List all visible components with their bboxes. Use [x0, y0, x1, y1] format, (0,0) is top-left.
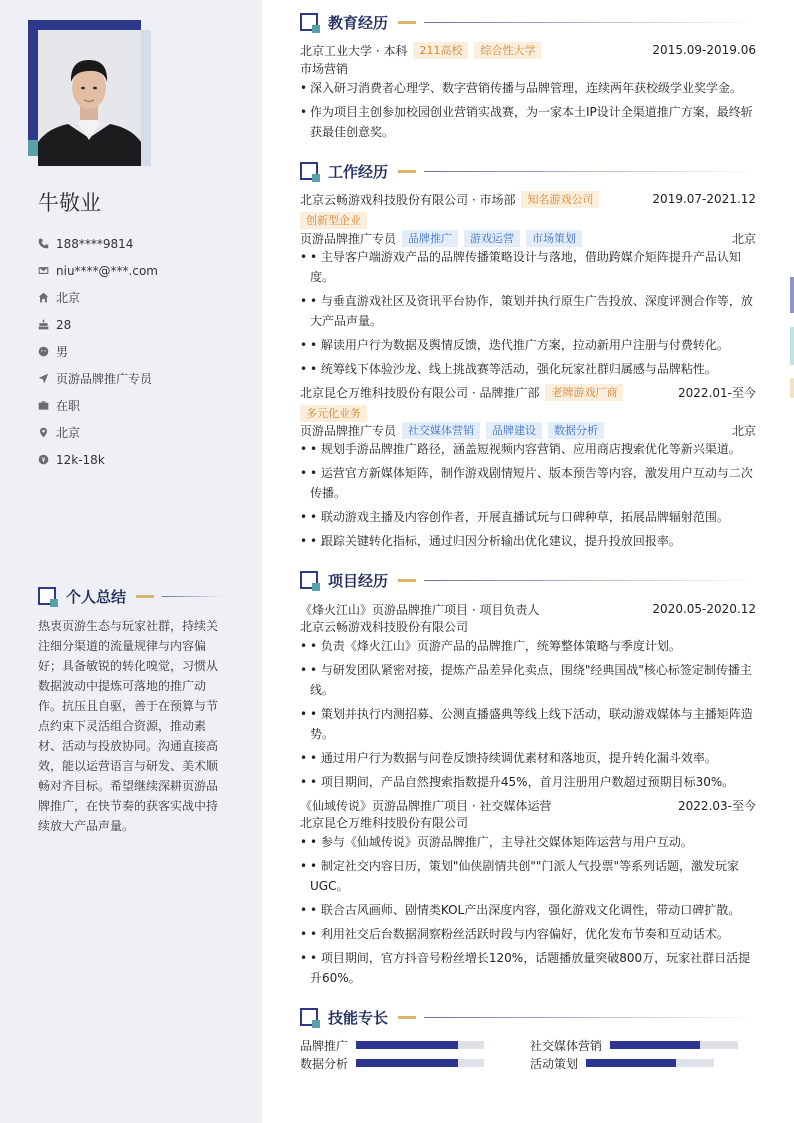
- skill-item: [530, 1054, 714, 1072]
- job-bullet: • • 运营官方新媒体矩阵，制作游戏剧情短片、版本预告等内容，激发用户互动与二次传播。: [300, 463, 756, 503]
- briefcase-icon: [38, 400, 56, 411]
- skill-bar-fill: [356, 1041, 458, 1049]
- section-square-icon: [300, 1008, 318, 1026]
- project-date: 2020.05-2020.12: [652, 602, 756, 616]
- info-age: [38, 311, 158, 338]
- info-value: 页游品牌推广专员: [56, 372, 153, 386]
- job-bullet: • • 跟踪关键转化指标，通过归因分析输出优化建议，提升投放回报率。: [300, 531, 756, 551]
- cake-icon: [38, 319, 56, 330]
- project-header-row: [300, 796, 756, 814]
- project-name: 《仙域传说》页游品牌推广项目 · 社交媒体运营: [300, 798, 552, 813]
- skill-bar-fill: [586, 1059, 676, 1067]
- job-role-row: [300, 421, 756, 439]
- skill-name: 活动策划: [530, 1056, 579, 1071]
- send-icon: [38, 373, 56, 384]
- section-square-icon: [300, 13, 318, 31]
- job-date: 2019.07-2021.12: [652, 192, 756, 206]
- divider: [424, 580, 756, 581]
- project-bullet: • • 负责《烽火江山》页游产品的品牌推广，统筹整体策略与季度计划。: [300, 636, 756, 656]
- job-bullet: • • 主导客户端游戏产品的品牌传播策略设计与落地，借助跨媒介矩阵提升产品认知度。: [300, 247, 756, 287]
- divider: [424, 171, 756, 172]
- summary-title: 个人总结: [66, 587, 127, 606]
- project-name: 《烽火江山》页游品牌推广项目 · 项目负责人: [300, 602, 540, 617]
- location-icon: [38, 427, 56, 438]
- education-bullet: • 作为项目主创参加校园创业营销实战赛，为一家本土IP设计全渠道推广方案，最终斩获最佳创意奖。: [300, 102, 756, 142]
- company-tag: 知名游戏公司: [521, 191, 599, 208]
- skill-name: 数据分析: [300, 1056, 349, 1071]
- avatar: [38, 30, 141, 166]
- skill-item: [530, 1036, 738, 1054]
- education-bullet: • 深入研习消费者心理学、数字营销传播与品牌管理，连续两年获校级学业奖学金。: [300, 78, 756, 98]
- project-company: 北京昆仑万维科技股份有限公司: [300, 816, 469, 830]
- company-tag: 多元化业务: [300, 405, 367, 422]
- job-tag-row: [300, 211, 756, 229]
- info-location: [38, 419, 158, 446]
- info-position: [38, 365, 158, 392]
- project-bullet: • • 参与《仙域传说》页游品牌推广，主导社交媒体矩阵运营与用户互动。: [300, 832, 756, 852]
- skill-tag: 品牌推广: [402, 230, 458, 247]
- salary-icon: [38, 454, 56, 465]
- skill-bar: [586, 1059, 714, 1067]
- project-bullet: • • 项目期间，官方抖音号粉丝增长120%，话题播放量突破800万，玩家社群日活提升60%。: [300, 948, 756, 988]
- project-date: 2022.03-至今: [678, 798, 756, 813]
- divider: [424, 1017, 756, 1018]
- company-name: 北京云畅游戏科技股份有限公司 · 市场部: [300, 192, 516, 207]
- info-status: [38, 392, 158, 419]
- phone-icon: [38, 238, 56, 249]
- section-square-icon: [300, 162, 318, 180]
- skills-section-header: [300, 1007, 756, 1027]
- divider: [398, 21, 416, 24]
- info-phone: [38, 230, 158, 257]
- gender-icon: [38, 346, 56, 357]
- info-value: 28: [56, 317, 72, 332]
- work-title: 工作经历: [328, 162, 389, 181]
- job-bullet: • • 解读用户行为数据及舆情反馈，迭代推广方案，拉动新用户注册与付费转化。: [300, 335, 756, 355]
- project-bullet: • • 策划并执行内测招募、公测直播盛典等线上线下活动，联动游戏媒体与主播矩阵造势。: [300, 704, 756, 744]
- project-header-row: [300, 600, 756, 618]
- divider: [398, 1016, 416, 1019]
- sidebar: [0, 0, 262, 1123]
- skill-bar: [356, 1059, 484, 1067]
- school-tag: 综合性大学: [474, 42, 541, 59]
- info-email: [38, 257, 158, 284]
- info-value: 北京: [56, 426, 81, 440]
- skill-bar: [356, 1041, 484, 1049]
- info-value: 北京: [56, 291, 81, 305]
- job-bullet: • • 与垂直游戏社区及资讯平台协作，策划并执行原生广告投放、深度评测合作等，放大产品声量。: [300, 291, 756, 331]
- home-icon: [38, 292, 56, 303]
- skill-name: 社交媒体营销: [530, 1038, 603, 1053]
- divider: [424, 22, 756, 23]
- job-header-row: [300, 190, 756, 208]
- contact-info-list: [38, 230, 158, 473]
- skills-title: 技能专长: [328, 1008, 389, 1027]
- school-name: 北京工业大学 · 本科: [300, 43, 408, 58]
- project-bullet: • • 与研发团队紧密对接，提炼产品差异化卖点，围绕"经典国战"核心标签定制传播主线。: [300, 660, 756, 700]
- school-tag: 211高校: [413, 42, 468, 59]
- skill-item: [300, 1036, 484, 1054]
- info-value: 188****9814: [56, 236, 134, 251]
- skill-tag: 游戏运营: [464, 230, 520, 247]
- major: 市场营销: [300, 62, 349, 76]
- section-square-icon: [38, 587, 56, 605]
- job-date: 2022.01-至今: [678, 385, 756, 400]
- education-section-header: [300, 12, 756, 32]
- divider: [398, 170, 416, 173]
- projects-title: 项目经历: [328, 571, 389, 590]
- job-bullet: • • 统筹线下体验沙龙、线上挑战赛等活动，强化玩家社群归属感与品牌粘性。: [300, 359, 756, 379]
- info-gender: [38, 338, 158, 365]
- info-value: 12k-18k: [56, 452, 105, 467]
- skill-item: [300, 1054, 484, 1072]
- edge-decoration: [790, 277, 794, 313]
- job-header-row: [300, 383, 756, 401]
- skill-bar: [610, 1041, 738, 1049]
- skill-tag: 品牌建设: [486, 422, 542, 439]
- company-name: 北京昆仑万维科技股份有限公司 · 品牌推广部: [300, 385, 540, 400]
- avatar-frame: [28, 20, 152, 166]
- summary-section-header: [38, 586, 224, 606]
- info-value: 男: [56, 345, 69, 359]
- projects-section-header: [300, 570, 756, 590]
- education-date: 2015.09-2019.06: [652, 43, 756, 57]
- section-square-icon: [300, 571, 318, 589]
- skill-bar-fill: [610, 1041, 700, 1049]
- info-value: 在职: [56, 399, 81, 413]
- project-company: 北京云畅游戏科技股份有限公司: [300, 620, 469, 634]
- job-role-row: [300, 229, 756, 247]
- job-bullet: • • 联动游戏主播及内容创作者，开展直播试玩与口碑种草，拓展品牌辐射范围。: [300, 507, 756, 527]
- edge-decoration: [790, 378, 794, 398]
- project-bullet: • • 通过用户行为数据与问卷反馈持续调优素材和落地页，提升转化漏斗效率。: [300, 748, 756, 768]
- project-bullet: • • 项目期间，产品自然搜索指数提升45%，首月注册用户数超过预期目标30%。: [300, 772, 756, 792]
- email-icon: [38, 265, 56, 276]
- job-city: 北京: [731, 423, 756, 438]
- job-city: 北京: [731, 231, 756, 246]
- info-salary: [38, 446, 158, 473]
- project-bullet: • • 制定社交内容日历，策划"仙侠剧情共创""门派人气投票"等系列话题，激发玩家UGC。: [300, 856, 756, 896]
- info-value: niu****@***.com: [56, 263, 158, 278]
- info-home: [38, 284, 158, 311]
- job-role: 页游品牌推广专员: [300, 231, 397, 246]
- skill-name: 品牌推广: [300, 1038, 349, 1053]
- company-tag: 创新型企业: [300, 212, 367, 229]
- skill-tag: 数据分析: [548, 422, 604, 439]
- skill-tag: 市场策划: [526, 230, 582, 247]
- project-bullet: • • 利用社交后台数据洞察粉丝活跃时段与内容偏好，优化发布节奏和互动话术。: [300, 924, 756, 944]
- project-bullet: • • 联合古风画师、剧情类KOL产出深度内容，强化游戏文化调性，带动口碑扩散。: [300, 900, 756, 920]
- company-tag: 老牌游戏厂商: [545, 384, 623, 401]
- edge-decoration: [790, 327, 794, 365]
- skill-tag: 社交媒体营销: [402, 422, 480, 439]
- education-header-row: [300, 41, 756, 59]
- summary-text: 热衷页游生态与玩家社群，持续关注细分渠道的流量规律与内容偏好；具备敏锐的转化嗅觉，习惯从数据波动中提炼可落地的推广动作。抗压且自驱，善于在预算与节点约束下灵活组合资源，推动素材、活动与投放协同。沟通直接高效，能以运营语言与研发、美术顺畅对齐目标。希望继续深耕页游品牌推广，在快节奏的获客实战中持续放大产品声量。: [38, 619, 219, 833]
- divider: [162, 596, 224, 597]
- job-bullet: • • 规划手游品牌推广路径，涵盖短视频内容营销、应用商店搜索优化等新兴渠道。: [300, 439, 756, 459]
- education-title: 教育经历: [328, 13, 389, 32]
- job-role: 页游品牌推广专员: [300, 423, 397, 438]
- skill-bar-fill: [356, 1059, 458, 1067]
- job-tag-row: [300, 404, 756, 422]
- work-section-header: [300, 161, 756, 181]
- candidate-name: 牛敬业: [38, 191, 101, 215]
- divider: [136, 595, 154, 598]
- divider: [398, 579, 416, 582]
